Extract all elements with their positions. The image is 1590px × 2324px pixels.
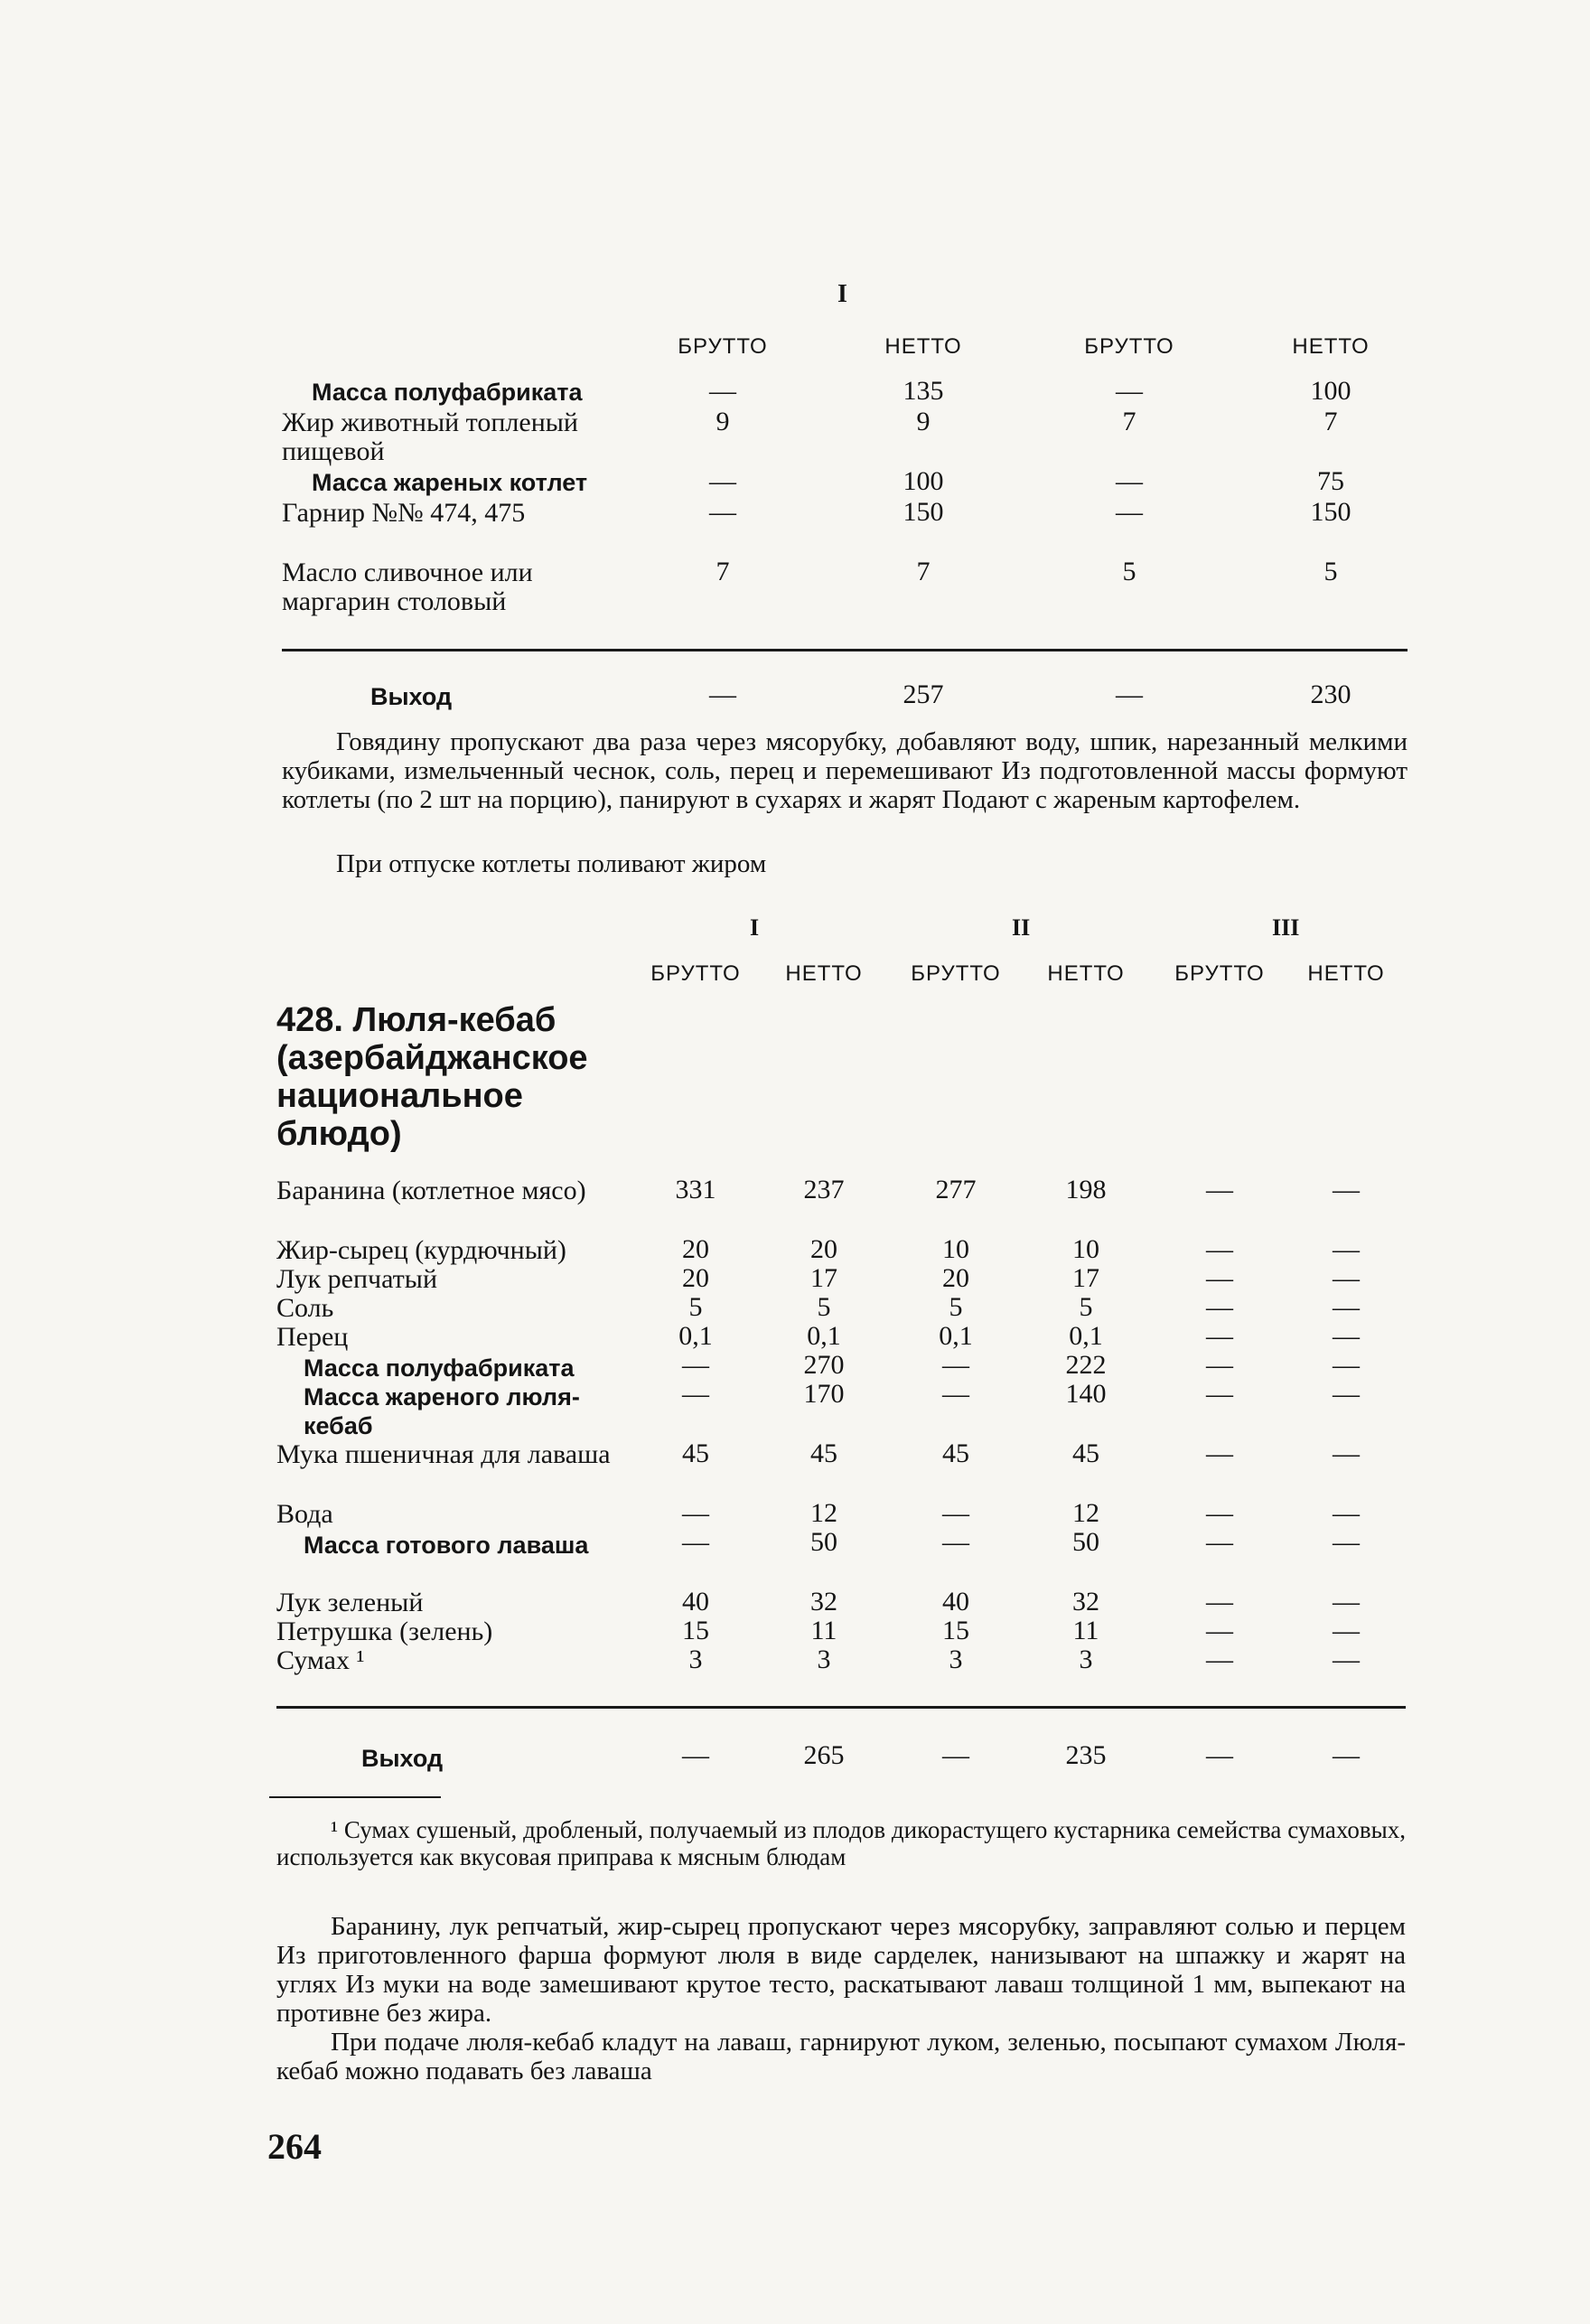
table1-cell: 150 [1310, 497, 1352, 527]
table2-cell: — [1333, 1645, 1360, 1674]
table2-cell: 45 [682, 1438, 709, 1468]
page-number: 264 [267, 2126, 322, 2167]
footnote: ¹ Сумах сушеный, дробленый, получаемый из плодов дикорастущего кустарника семейства сумаховых, используется как вкусовая приправа к мясным блюдам [276, 1816, 1406, 1870]
table2-cell: — [1333, 1292, 1360, 1322]
table2-cell: — [1333, 1263, 1360, 1293]
table2-yield-cell: — [682, 1740, 709, 1770]
table2-cell: 277 [935, 1175, 977, 1204]
table2-cell: — [1333, 1321, 1360, 1351]
table2-cell: 20 [682, 1234, 709, 1264]
table2-cell: 270 [803, 1350, 845, 1380]
table2-cell: — [682, 1527, 709, 1557]
table2-row-label: Масса жареного люля-кебаб [304, 1383, 580, 1439]
method-paragraph-1: Говядину пропускают два раза через мясорубку, добавляют воду, шпик, нарезанный мелкими кубиками, измельченный чеснок, соль, перец и перемешивают Из подготовленной массы формуют котлеты (по 2 шт на порцию), панируют в сухарях и жарят Подают с жареным картофелем. [282, 727, 1408, 814]
table1-cell: 9 [716, 407, 730, 436]
table2-cell: 5 [1079, 1292, 1093, 1322]
table1-cell: — [1116, 466, 1143, 496]
table2-header: БРУТТО [1174, 961, 1265, 986]
table2-cell: 140 [1065, 1379, 1107, 1409]
table2-cell: 11 [810, 1616, 837, 1645]
table1-group-label: I [837, 280, 847, 308]
table1-row-label: Масса жареных котлет [312, 469, 588, 496]
table2-cell: — [1333, 1379, 1360, 1409]
recipe-title: 428. Люля-кебаб (азербайджанское национальное блюдо) [276, 1001, 588, 1153]
table2-yield-cell: 265 [803, 1740, 845, 1770]
table1-header-netto-2: НЕТТО [1292, 334, 1370, 359]
table2-cell: 45 [942, 1438, 969, 1468]
table2-cell: 3 [688, 1645, 703, 1674]
table2-cell: — [1206, 1263, 1233, 1293]
table2-row-label: Масса полуфабриката [304, 1354, 575, 1382]
method-paragraph-4: При подаче люля-кебаб кладут на лаваш, гарнируют луком, зеленью, посыпают сумахом Люля-кебаб можно подавать без лаваша [276, 2028, 1406, 2085]
table1-yield-cell: 257 [903, 679, 944, 709]
table2-cell: 0,1 [1069, 1321, 1103, 1351]
table2-cell: 32 [1072, 1587, 1099, 1616]
table2-cell: 45 [810, 1438, 837, 1468]
table2-cell: 10 [1072, 1234, 1099, 1264]
table2-cell: — [1206, 1498, 1233, 1528]
table2-cell: 0,1 [678, 1321, 713, 1351]
table2-cell: 15 [942, 1616, 969, 1645]
table1-header-brutto-1: БРУТТО [678, 334, 768, 359]
table1-header-brutto-2: БРУТТО [1084, 334, 1174, 359]
table2-cell: 331 [675, 1175, 716, 1204]
table2-cell: — [1206, 1175, 1233, 1204]
table2-cell: — [682, 1350, 709, 1380]
table2-cell: — [1333, 1350, 1360, 1380]
table1-cell: — [709, 466, 736, 496]
table2-cell: 20 [810, 1234, 837, 1264]
table1-yield-cell: 230 [1310, 679, 1352, 709]
table2-row-label: Жир-сырец (курдючный) [276, 1235, 566, 1265]
table2-cell: — [1206, 1616, 1233, 1645]
table1-row-label: Жир животный топленый пищевой [282, 408, 578, 466]
table2-cell: 45 [1072, 1438, 1099, 1468]
table2-cell: — [1333, 1587, 1360, 1616]
table2-yield-cell: — [1333, 1740, 1360, 1770]
table2-cell: 3 [949, 1645, 963, 1674]
table2-yield-label: Выход [361, 1745, 444, 1772]
table2-cell: 50 [1072, 1527, 1099, 1557]
table2-cell: — [1206, 1645, 1233, 1674]
table2-header: БРУТТО [911, 961, 1001, 986]
table2-cell: 0,1 [807, 1321, 841, 1351]
table1-cell: 7 [1323, 407, 1338, 436]
table2-row-label: Лук репчатый [276, 1264, 437, 1294]
table1-cell: 7 [916, 557, 931, 586]
table2-cell: 5 [817, 1292, 831, 1322]
table2-cell: 170 [803, 1379, 845, 1409]
table2-cell: 11 [1072, 1616, 1099, 1645]
table2-cell: 0,1 [939, 1321, 973, 1351]
table2-cell: 15 [682, 1616, 709, 1645]
table2-cell: — [1206, 1292, 1233, 1322]
table2-cell: 32 [810, 1587, 837, 1616]
table2-cell: 222 [1065, 1350, 1107, 1380]
table2-cell: — [1206, 1438, 1233, 1468]
table2-cell: — [942, 1527, 969, 1557]
table2-row-label: Перец [276, 1322, 349, 1352]
table2-header: НЕТТО [1047, 961, 1125, 986]
table1-row-label: Гарнир №№ 474, 475 [282, 498, 526, 528]
table1-cell: — [1116, 376, 1143, 406]
table2-yield-cell: 235 [1065, 1740, 1107, 1770]
table2-row-label: Сумах ¹ [276, 1645, 365, 1675]
table2-cell: 17 [1072, 1263, 1099, 1293]
table2-group-III: III [1272, 914, 1300, 941]
table2-header: НЕТТО [785, 961, 863, 986]
table2-row-label: Баранина (котлетное мясо) [276, 1176, 586, 1205]
table2-row-label: Лук зеленый [276, 1588, 424, 1617]
table2-row-label: Петрушка (зелень) [276, 1616, 493, 1646]
table2-row-label: Вода [276, 1499, 333, 1529]
table2-cell: — [1206, 1379, 1233, 1409]
table2-cell: — [1206, 1527, 1233, 1557]
method-paragraph-3: Баранину, лук репчатый, жир-сырец пропускают через мясорубку, заправляют солью и перцем Из приготовленного фарша формуют люля в виде сарделек, нанизывают на шпажку и жарят на углях Из муки на воде замешивают крутое тесто, раскатывают лаваш толщиной 1 мм, выпекают на противне без жира. [276, 1912, 1406, 2028]
table2-cell: — [1206, 1234, 1233, 1264]
table1-cell: — [709, 497, 736, 527]
table2-cell: — [1333, 1527, 1360, 1557]
table2-cell: 3 [1079, 1645, 1093, 1674]
table2-cell: 17 [810, 1263, 837, 1293]
table2-cell: — [682, 1379, 709, 1409]
table2-row-label: Соль [276, 1293, 334, 1323]
table2-cell: — [1206, 1350, 1233, 1380]
table2-divider [276, 1706, 1406, 1709]
table2-cell: — [942, 1498, 969, 1528]
table2-cell: 40 [942, 1587, 969, 1616]
table2-header: БРУТТО [650, 961, 741, 986]
table1-cell: 135 [903, 376, 944, 406]
table1-cell: — [709, 376, 736, 406]
table1-cell: 9 [916, 407, 931, 436]
table1-cell: 75 [1317, 466, 1344, 496]
table1-cell: 7 [1122, 407, 1136, 436]
table2-cell: 198 [1065, 1175, 1107, 1204]
table2-cell: 20 [942, 1263, 969, 1293]
table1-divider [282, 649, 1408, 651]
table2-cell: 40 [682, 1587, 709, 1616]
table1-row-label: Масса полуфабриката [312, 379, 583, 406]
table1-cell: 150 [903, 497, 944, 527]
table1-yield-cell: — [1116, 679, 1143, 709]
table1-cell: 100 [903, 466, 944, 496]
table1-row-label: Масло сливочное или маргарин столовый [282, 558, 533, 616]
table2-yield-cell: — [1206, 1740, 1233, 1770]
table2-cell: 10 [942, 1234, 969, 1264]
table2-row-label: Мука пшеничная для лаваша [276, 1439, 611, 1469]
table1-yield-label: Выход [370, 683, 453, 710]
table2-cell: 3 [817, 1645, 831, 1674]
table2-cell: 5 [688, 1292, 703, 1322]
table2-header: НЕТТО [1307, 961, 1385, 986]
table2-cell: 12 [810, 1498, 837, 1528]
table2-cell: 12 [1072, 1498, 1099, 1528]
table1-cell: 5 [1122, 557, 1136, 586]
table2-cell: — [1333, 1175, 1360, 1204]
table2-cell: 50 [810, 1527, 837, 1557]
table2-cell: — [1333, 1498, 1360, 1528]
table2-cell: — [1333, 1616, 1360, 1645]
table2-group-II: II [1012, 914, 1031, 941]
table2-cell: 20 [682, 1263, 709, 1293]
table2-cell: 5 [949, 1292, 963, 1322]
table2-cell: — [942, 1350, 969, 1380]
table2-cell: — [1333, 1234, 1360, 1264]
table2-cell: — [942, 1379, 969, 1409]
table2-cell: 237 [803, 1175, 845, 1204]
table1-cell: 100 [1310, 376, 1352, 406]
table1-cell: 7 [716, 557, 730, 586]
table2-cell: — [1206, 1587, 1233, 1616]
table2-cell: — [1206, 1321, 1233, 1351]
table1-yield-cell: — [709, 679, 736, 709]
table1-header-netto-1: НЕТТО [884, 334, 962, 359]
table2-cell: — [682, 1498, 709, 1528]
table1-cell: — [1116, 497, 1143, 527]
footnote-rule [269, 1796, 441, 1798]
table2-cell: — [1333, 1438, 1360, 1468]
table2-row-label: Масса готового лаваша [304, 1532, 589, 1559]
table1-cell: 5 [1323, 557, 1338, 586]
method-paragraph-2: При отпуске котлеты поливают жиром [336, 849, 767, 878]
table2-group-I: I [750, 914, 760, 941]
table2-yield-cell: — [942, 1740, 969, 1770]
